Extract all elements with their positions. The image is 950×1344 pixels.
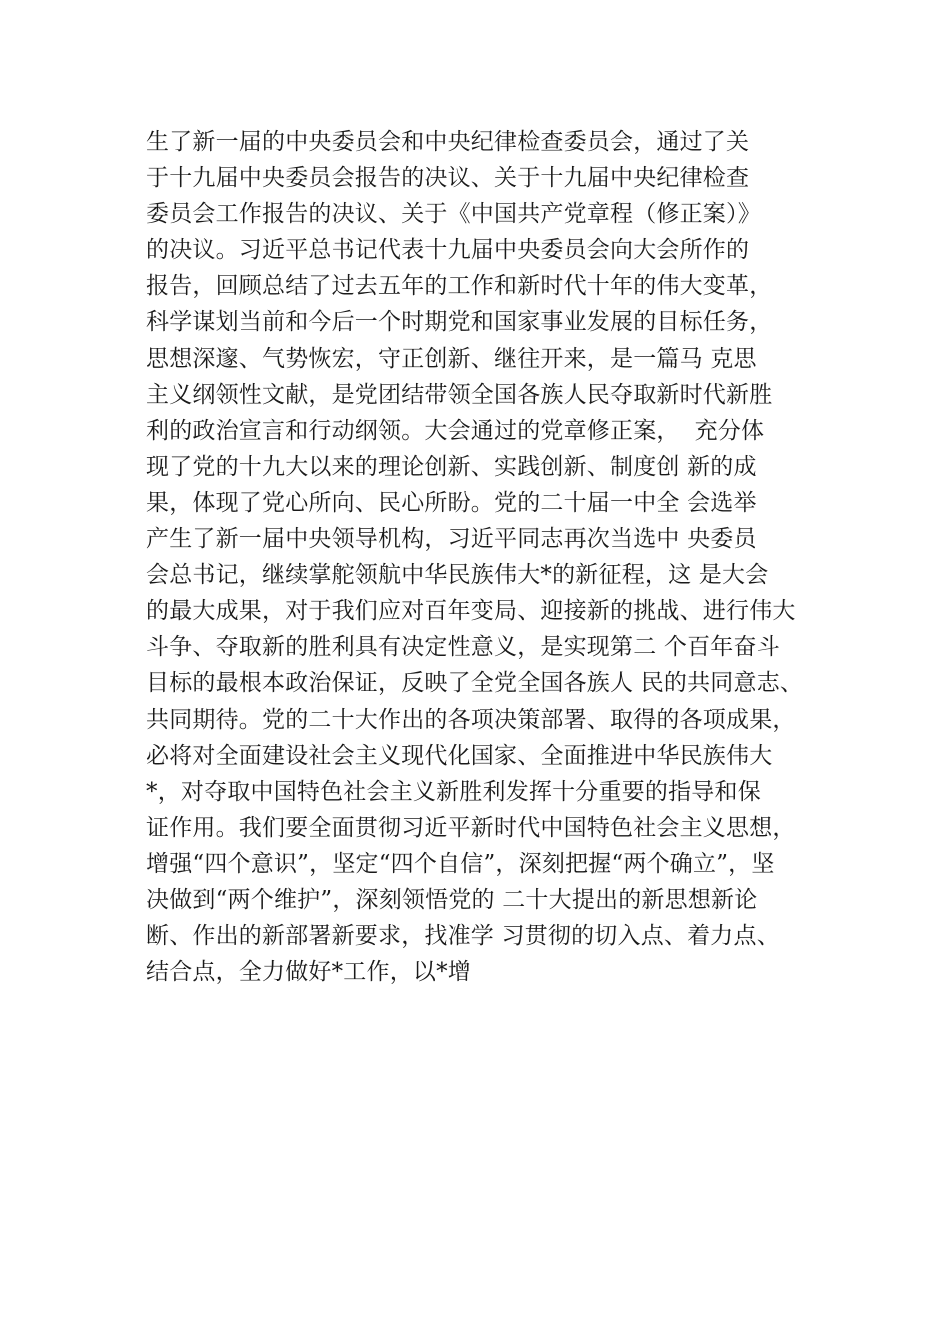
text-line: 增强“四个意识”，坚定“四个自信”，深刻把握“两个确立”，坚 <box>146 850 775 877</box>
text-line: 于十九届中央委员会报告的决议、关于十九届中央纪律检查 <box>146 165 750 192</box>
text-line: 的决议。习近平总书记代表十九届中央委员会向大会所作的 <box>146 237 750 264</box>
text-line: 生了新一届的中央委员会和中央纪律检查委员会，通过了关 <box>146 129 750 155</box>
text-line: 的最大成果，对于我们应对百年变局、迎接新的挑战、进行伟大 <box>146 598 796 625</box>
text-line: 会总书记，继续掌舵领航中华民族伟大*的新征程，这 是大会 <box>146 562 769 589</box>
body-text <box>146 124 866 990</box>
text-line: 必将对全面建设社会主义现代化国家、全面推进中华民族伟大 <box>146 742 773 769</box>
text-line: 主义纲领性文献，是党团结带领全国各族人民夺取新时代新胜 <box>146 381 773 408</box>
text-line: 现了党的十九大以来的理论创新、实践创新、制度创 新的成 <box>146 453 757 480</box>
text-line: 科学谋划当前和今后一个时期党和国家事业发展的目标任务， <box>146 309 773 336</box>
text-line: 共同期待。党的二十大作出的各项决策部署、取得的各项成果， <box>146 706 796 733</box>
text-line: 思想深邃、气势恢宏，守正创新、继往开来，是一篇马 克思 <box>146 345 757 372</box>
text-line: 证作用。我们要全面贯彻习近平新时代中国特色社会主义思想， <box>146 814 796 841</box>
text-line: 利的政治宣言和行动纲领。大会通过的党章修正案， 充分体 <box>146 417 765 444</box>
text-line: 结合点，全力做好*工作，以*增 <box>146 959 471 986</box>
text-line: *，对夺取中国特色社会主义新胜利发挥十分重要的指导和保 <box>146 778 761 805</box>
text-line: 决做到“两个维护”，深刻领悟党的 二十大提出的新思想新论 <box>146 886 758 913</box>
text-line: 产生了新一届中央领导机构，习近平同志再次当选中 央委员 <box>146 526 757 553</box>
text-line: 果，体现了党心所向、民心所盼。党的二十届一中全 会选举 <box>146 489 757 516</box>
text-line: 目标的最根本政治保证，反映了全党全国各族人 民的共同意志、 <box>146 670 804 697</box>
text-line: 委员会工作报告的决议、关于《中国共产党章程（修正案）》 <box>146 201 761 228</box>
text-line: 断、作出的新部署新要求，找准学 习贯彻的切入点、着力点、 <box>146 923 780 950</box>
text-line: 报告，回顾总结了过去五年的工作和新时代十年的伟大变革， <box>146 273 773 300</box>
text-line: 斗争、夺取新的胜利具有决定性意义，是实现第二 个百年奋斗 <box>146 634 780 661</box>
